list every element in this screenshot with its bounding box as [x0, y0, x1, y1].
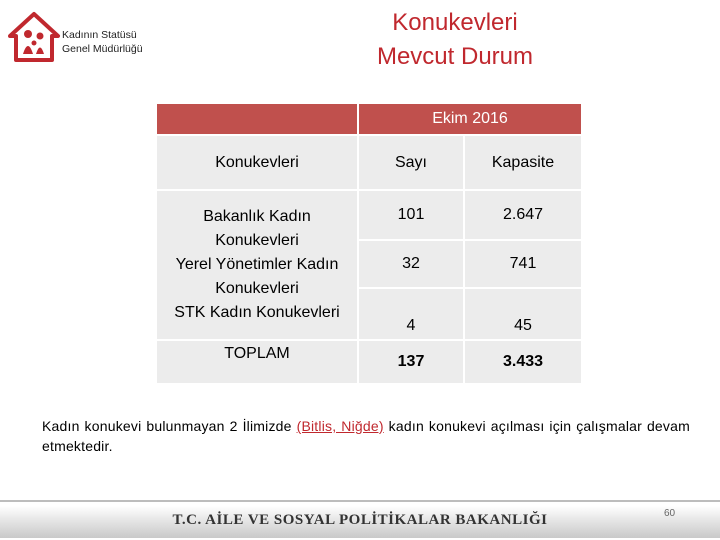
capacity-cell: 45	[465, 289, 581, 339]
org-line-2: Genel Müdürlüğü	[62, 43, 143, 55]
row-label: Bakanlık Kadın Konukevleri	[203, 208, 311, 249]
ministry-name: T.C. AİLE VE SOSYAL POLİTİKALAR BAKANLIĞI	[172, 512, 548, 528]
total-capacity: 3.433	[465, 341, 581, 383]
table-corner-cell	[157, 104, 357, 134]
note-provinces: (Bitlis, Niğde)	[296, 418, 384, 434]
count-cell: 32	[359, 241, 463, 287]
column-header-label: Konukevleri	[157, 136, 357, 189]
table-column-header-row	[157, 136, 581, 189]
count-cell: 4	[359, 289, 463, 339]
page-number: 60	[664, 508, 676, 519]
footer-divider	[0, 500, 720, 502]
row-label: Yerel Yönetimler Kadın Konukevleri	[175, 256, 339, 297]
title-line-2: Mevcut Durum	[376, 43, 534, 70]
period-header: Ekim 2016	[359, 104, 581, 134]
note-paragraph	[42, 416, 690, 456]
count-cell: 101	[359, 191, 463, 239]
total-count: 137	[359, 341, 463, 383]
slide-title	[330, 6, 580, 74]
total-label: TOPLAM	[157, 341, 357, 383]
column-header-capacity: Kapasite	[465, 136, 581, 189]
title-line-1: Konukevleri	[392, 9, 518, 36]
note-text-before: Kadın konukevi bulunmayan 2 İlimizde	[42, 418, 297, 434]
table-row	[157, 191, 581, 239]
note-text-after: kadın konukevi açılması için çalışmalar devam etmektedir.	[42, 418, 690, 454]
row-label: STK Kadın Konukevleri	[174, 304, 340, 321]
shelters-table	[155, 102, 583, 385]
family-house-logo-icon	[6, 10, 62, 66]
org-line-1: Kadının Statüsü	[62, 29, 137, 41]
column-header-count: Sayı	[359, 136, 463, 189]
table-period-row	[157, 104, 581, 134]
capacity-cell: 741	[465, 241, 581, 287]
table-total-row	[157, 341, 581, 383]
capacity-cell: 2.647	[465, 191, 581, 239]
organization-name	[62, 28, 143, 56]
row-labels-cell	[157, 191, 357, 339]
